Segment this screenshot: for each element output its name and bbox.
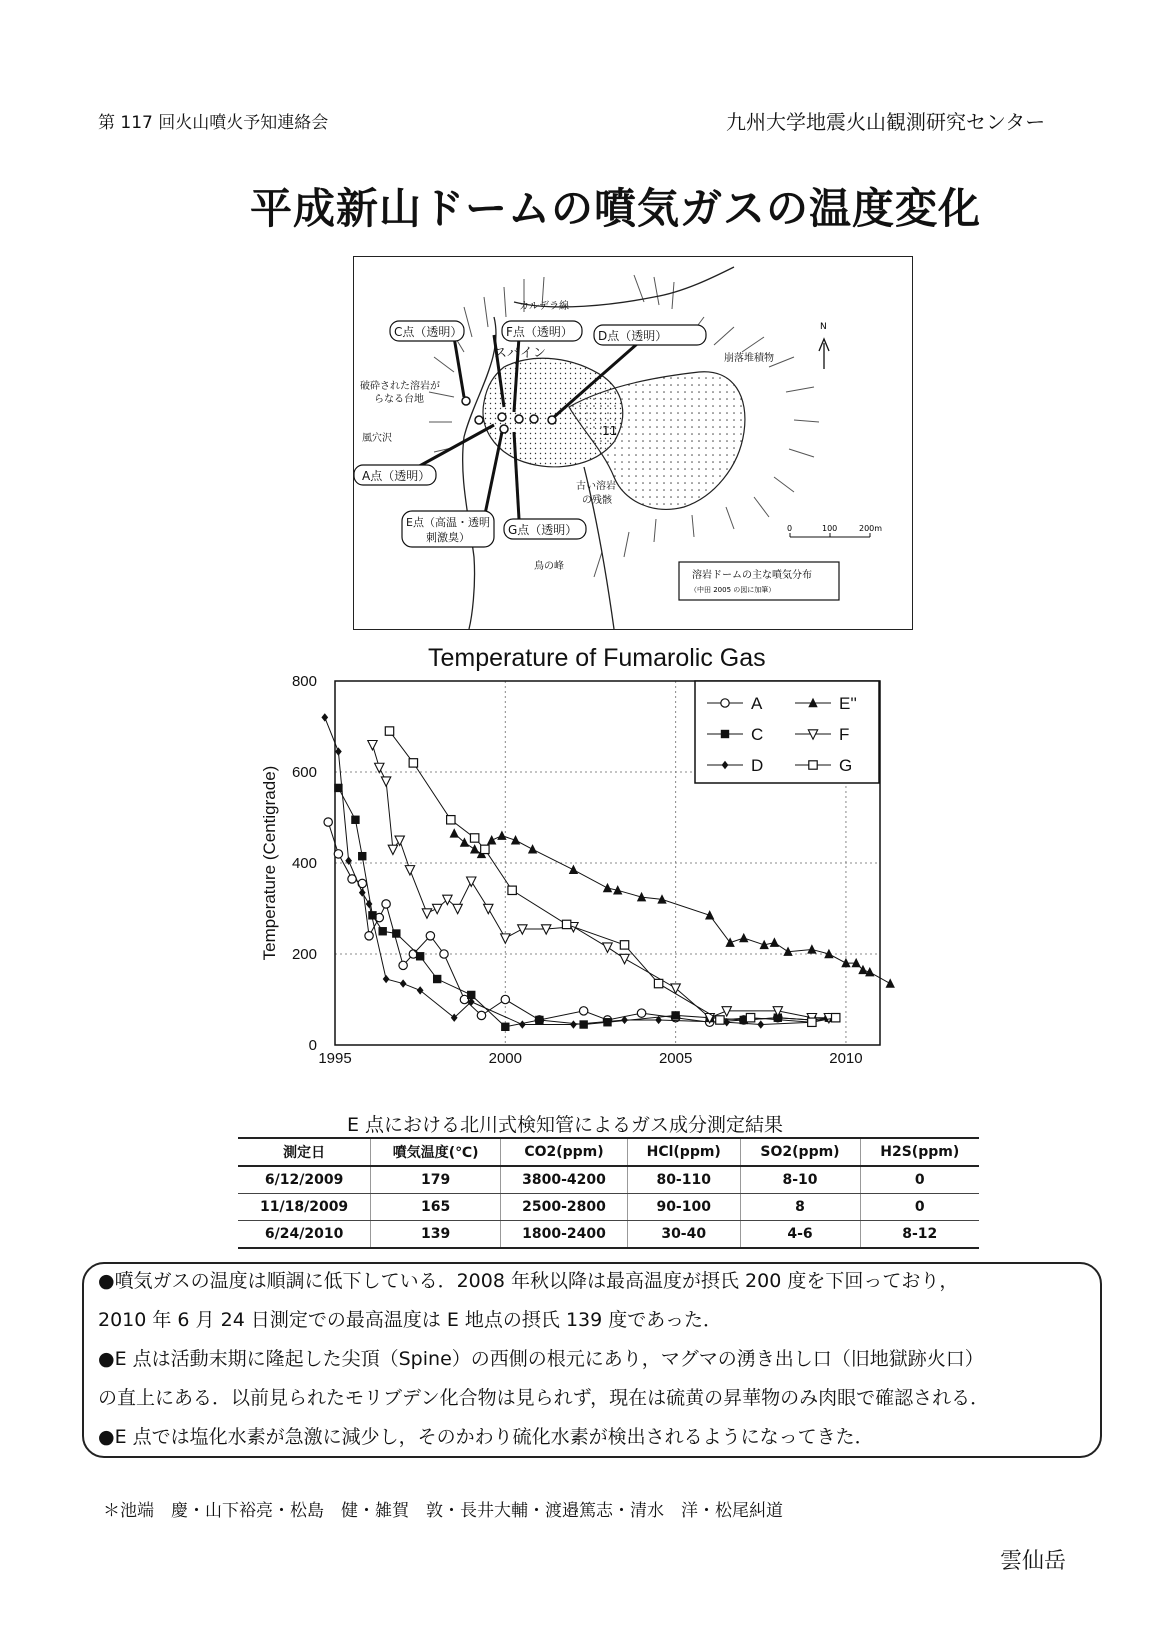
data-point-c: [433, 975, 441, 983]
x-tick-label: 2005: [658, 1050, 693, 1067]
data-point-e: [511, 835, 520, 844]
data-point-e: [739, 933, 748, 942]
legend-marker-a: [721, 699, 729, 707]
data-point-e: [851, 958, 860, 967]
data-point-c: [671, 1011, 679, 1019]
data-point-a: [579, 1007, 587, 1015]
data-point-d: [383, 975, 390, 983]
data-point-g: [385, 727, 393, 735]
data-point-f: [422, 909, 431, 918]
data-point-g: [470, 834, 478, 842]
data-point-c: [378, 927, 386, 935]
data-point-g: [447, 816, 455, 824]
tori-label: 鳥の峰: [534, 561, 564, 572]
collapse-label: 崩落堆積物: [724, 353, 774, 364]
y-tick-label: 600: [291, 764, 317, 781]
authors: ＊池端 慶・山下裕亮・松島 健・雑賀 敦・長井大輔・渡邉篤志・清水 洋・松尾糾道: [103, 1501, 783, 1521]
legend-label-g: G: [839, 756, 853, 775]
table-cell: 3800-4200: [501, 1166, 628, 1194]
map-drawing: [354, 257, 913, 630]
data-point-f: [443, 895, 452, 904]
data-point-d: [451, 1014, 458, 1022]
data-point-f: [375, 763, 384, 772]
data-point-f: [467, 877, 476, 886]
scale-bar: [787, 524, 882, 537]
table-caption: E 点における北川式検知管によるガス成分測定結果: [347, 1114, 784, 1136]
data-point-c: [535, 1016, 543, 1024]
data-point-d: [417, 986, 424, 994]
data-point-f: [432, 904, 441, 913]
data-point-c: [392, 929, 400, 937]
column-header: 測定日: [238, 1138, 371, 1166]
page-title: 平成新山ドームの噴気ガスの温度変化: [250, 184, 982, 233]
data-point-f: [453, 904, 462, 913]
data-point-a: [440, 950, 448, 958]
data-point-g: [716, 1016, 724, 1024]
callout-d: D点（透明）: [598, 329, 668, 343]
table-row: [238, 1221, 979, 1249]
data-point-a: [501, 995, 509, 1003]
data-point-e: [841, 958, 850, 967]
data-point-a: [334, 850, 342, 858]
y-tick-label: 0: [308, 1037, 317, 1054]
callout-e-line1: E点（高温・透明: [406, 516, 490, 529]
table-cell: 8: [740, 1194, 860, 1221]
data-point-c: [579, 1020, 587, 1028]
data-point-e: [886, 978, 895, 987]
data-point-g: [832, 1014, 840, 1022]
legend-label-a: A: [751, 694, 763, 713]
data-point-e: [470, 844, 479, 853]
legend-marker-g: [809, 761, 817, 769]
table-cell: 165: [371, 1194, 501, 1221]
note-line: 2010 年 6 月 24 日測定での最高温度は E 地点の摂氏 139 度であった．: [98, 1309, 723, 1331]
data-point-d: [400, 979, 407, 987]
x-tick-label: 2000: [488, 1050, 522, 1067]
callout-f: F点（透明）: [506, 325, 573, 339]
map-legend-note: （中田 2005 の図に加筆）: [690, 586, 776, 594]
data-point-g: [508, 886, 516, 894]
table-cell: 1800-2400: [501, 1221, 628, 1249]
note-line: の直上にある．以前見られたモリブデン化合物は見られず，現在は硫黄の昇華物のみ肉眼で確認される．: [98, 1387, 990, 1409]
y-axis-label: Temperature (Centigrade): [260, 765, 279, 961]
old-lava-label-2: の残骸: [582, 495, 612, 506]
chart-title: Temperature of Fumarolic Gas: [428, 644, 766, 672]
legend-label-d: D: [751, 756, 764, 775]
table-cell: 6/24/2010: [238, 1221, 371, 1249]
table-cell: 90-100: [627, 1194, 740, 1221]
data-point-c: [351, 816, 359, 824]
volcano-name: 雲仙岳: [1000, 1549, 1067, 1574]
table-cell: 8-10: [740, 1166, 860, 1194]
data-point-d: [519, 1020, 526, 1028]
data-point-a: [399, 961, 407, 969]
data-point-g: [562, 920, 570, 928]
legend-label-f: F: [839, 725, 850, 744]
data-point-a: [324, 818, 332, 826]
note-line: ●E 点では塩化水素が急激に減少し，そのかわり硫化水素が検出されるようになってきた．: [98, 1426, 874, 1448]
table-cell: 0: [860, 1194, 979, 1221]
data-point-d: [321, 713, 328, 721]
note-line: ●E 点は活動末期に隆起した尖頂（Spine）の西側の根元にあり，マグマの湧き出し口（旧地獄跡火口）: [98, 1348, 984, 1370]
legend-marker-c: [721, 730, 729, 738]
map-legend-title: 溶岩ドームの主な噴気分布: [692, 570, 812, 581]
column-header: CO2(ppm): [501, 1138, 628, 1166]
data-point-e: [450, 828, 459, 837]
data-point-g: [620, 941, 628, 949]
north-arrow-icon: [819, 322, 829, 369]
old-lava-label-1: 古い溶岩: [576, 481, 616, 492]
data-point-f: [501, 934, 510, 943]
data-point-f: [620, 954, 629, 963]
meeting-label: 第 117 回火山噴火予知連絡会: [98, 113, 329, 133]
legend-label-c: C: [751, 725, 764, 744]
scale-label-0: 0: [787, 524, 793, 533]
data-point-d: [359, 888, 366, 896]
data-point-e: [705, 910, 714, 919]
table-cell: 6/12/2009: [238, 1166, 371, 1194]
data-point-e: [770, 937, 779, 946]
data-point-g: [409, 759, 417, 767]
table-cell: 139: [371, 1221, 501, 1249]
callout-c: C点（透明）: [394, 325, 463, 339]
data-point-f: [388, 845, 397, 854]
data-point-c: [416, 952, 424, 960]
table-cell: 30-40: [627, 1221, 740, 1249]
spine-label: スパイン: [494, 346, 547, 361]
y-tick-label: 400: [291, 855, 317, 872]
data-point-e: [865, 967, 874, 976]
table-cell: 8-12: [860, 1221, 979, 1249]
data-point-e: [603, 883, 612, 892]
north-label: N: [820, 322, 827, 332]
hyoketsu-label: 風穴沢: [362, 433, 392, 444]
callout-a: A点（透明）: [362, 469, 431, 483]
data-point-e: [487, 835, 496, 844]
data-point-d: [335, 747, 342, 755]
data-point-a: [637, 1009, 645, 1017]
data-point-f: [368, 741, 377, 750]
series-line-e: [454, 833, 890, 983]
data-point-c: [358, 852, 366, 860]
data-point-f: [405, 866, 414, 875]
x-tick-label: 1995: [318, 1050, 352, 1067]
data-point-a: [477, 1011, 485, 1019]
data-point-e: [569, 865, 578, 874]
data-point-d: [570, 1020, 577, 1028]
data-point-g: [481, 845, 489, 853]
caldera-label: カルデラ線: [519, 301, 569, 312]
table-row: [238, 1166, 979, 1194]
scale-label-100: 100: [822, 524, 838, 533]
column-header: 噴気温度(℃): [371, 1138, 501, 1166]
gas-composition-table: [238, 1137, 979, 1249]
data-point-f: [381, 777, 390, 786]
data-point-g: [746, 1014, 754, 1022]
note-line: ●噴気ガスの温度は順調に低下している．2008 年秋以降は最高温度が摂氏 200 度を下回っており，: [98, 1270, 959, 1292]
data-point-f: [484, 904, 493, 913]
column-header: SO2(ppm): [740, 1138, 860, 1166]
scale-label-200: 200m: [859, 524, 883, 533]
data-point-d: [757, 1020, 764, 1028]
table-cell: 80-110: [627, 1166, 740, 1194]
table-cell: 179: [371, 1166, 501, 1194]
legend-label-e: E'': [839, 694, 857, 713]
data-point-g: [808, 1018, 816, 1026]
table-cell: 2500-2800: [501, 1194, 628, 1221]
column-header: H2S(ppm): [860, 1138, 979, 1166]
table-cell: 4-6: [740, 1221, 860, 1249]
y-tick-label: 800: [291, 675, 317, 690]
platform-label-2: らなる台地: [374, 394, 424, 405]
data-point-e: [528, 844, 537, 853]
y-tick-label: 200: [291, 946, 317, 963]
table-cell: 0: [860, 1166, 979, 1194]
platform-label-1: 破砕された溶岩が: [360, 381, 440, 392]
temperature-chart: [255, 675, 895, 1075]
callout-g: G点（透明）: [508, 523, 578, 537]
data-point-a: [426, 932, 434, 940]
data-point-a: [365, 932, 373, 940]
table-header-row: [238, 1138, 979, 1166]
lobe-label: 11: [602, 424, 618, 438]
table-row: [238, 1194, 979, 1221]
table-cell: 11/18/2009: [238, 1194, 371, 1221]
data-point-e: [460, 837, 469, 846]
fumarole-map: [353, 256, 913, 630]
column-header: HCl(ppm): [627, 1138, 740, 1166]
institution-label: 九州大学地震火山観測研究センター: [726, 110, 1046, 134]
map-legend: [679, 562, 839, 600]
callout-e-line2: 刺激臭）: [426, 531, 470, 544]
data-point-d: [345, 857, 352, 865]
data-point-c: [501, 1023, 509, 1031]
data-point-e: [807, 944, 816, 953]
x-tick-label: 2010: [829, 1050, 863, 1067]
series-line-c: [338, 788, 829, 1027]
data-point-g: [654, 979, 662, 987]
data-point-a: [382, 900, 390, 908]
data-point-f: [603, 943, 612, 952]
